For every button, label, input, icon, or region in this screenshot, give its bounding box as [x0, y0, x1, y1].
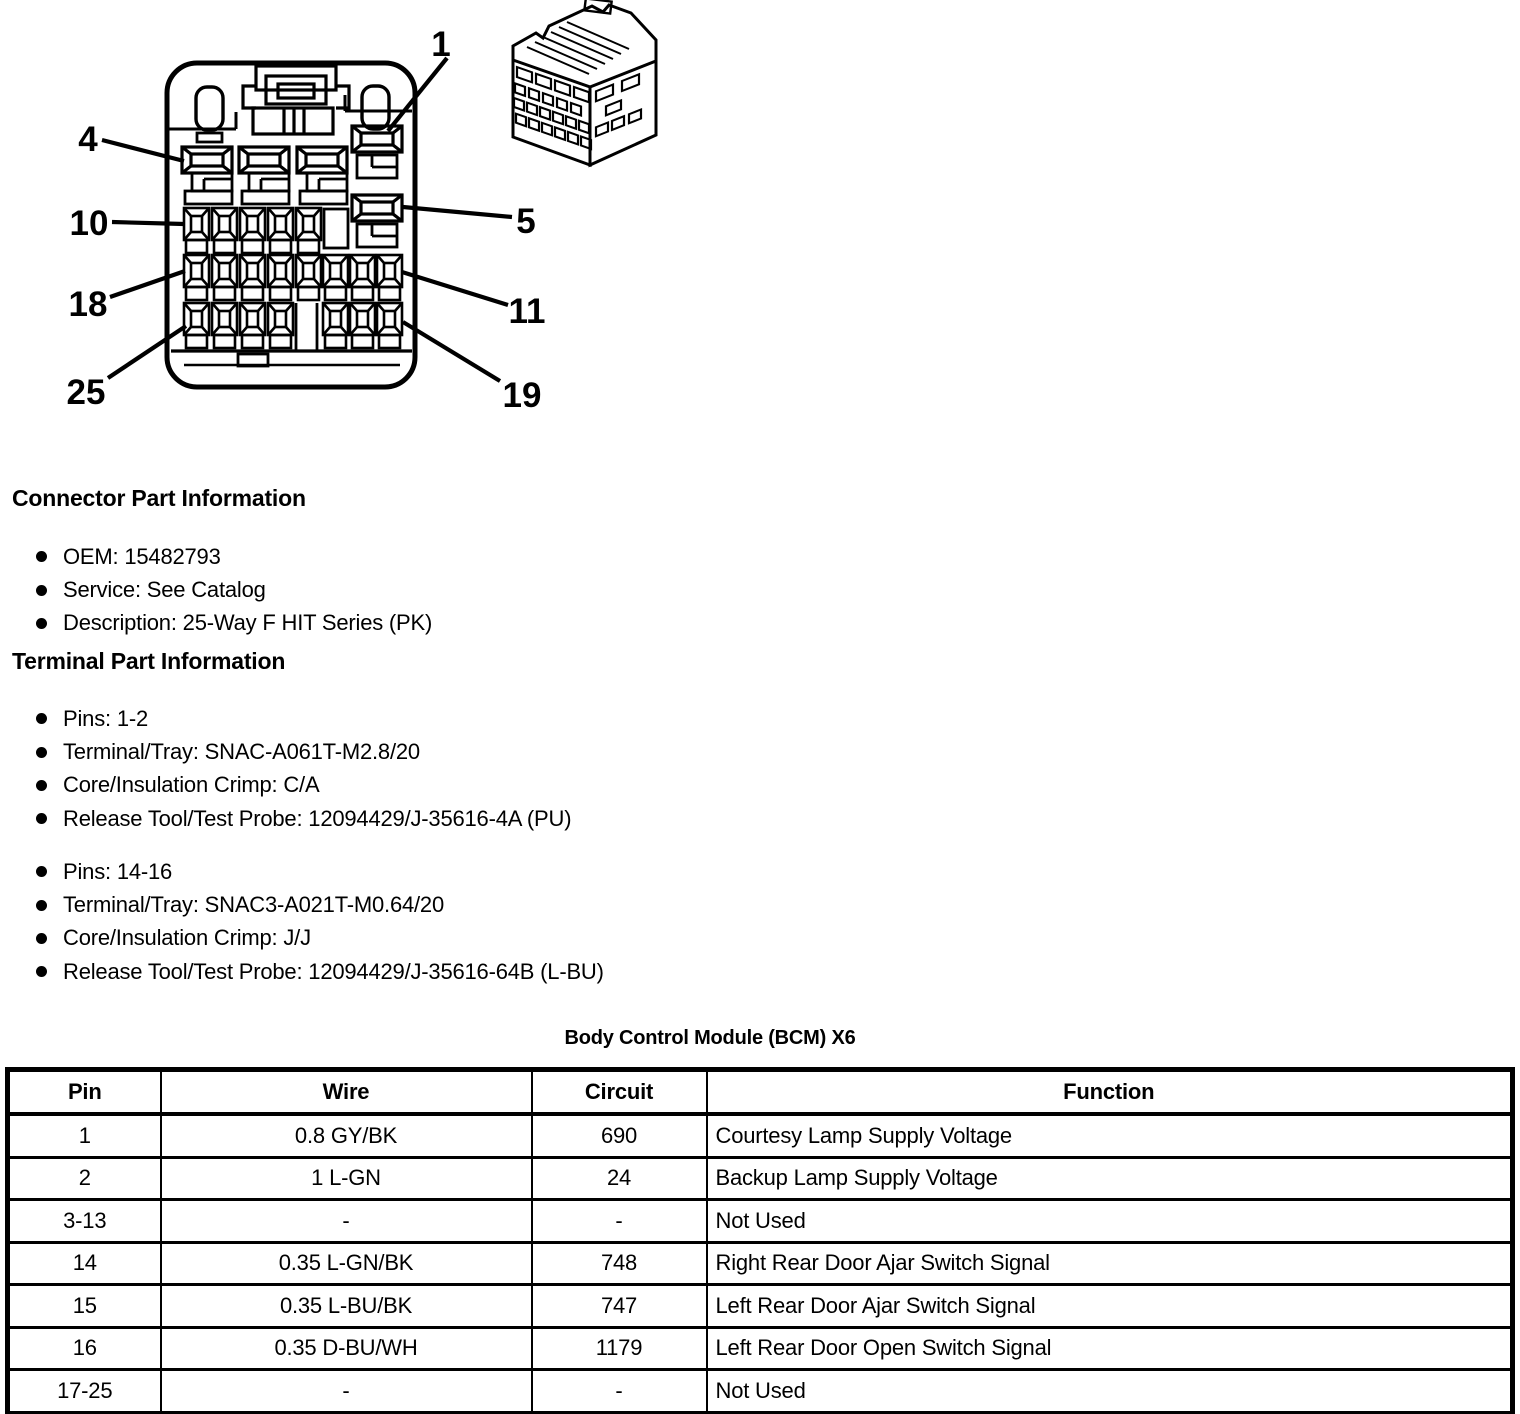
cell-pin: 15	[8, 1285, 161, 1328]
bullet-icon	[36, 585, 47, 596]
cell-wire: -	[161, 1370, 532, 1414]
bullet-icon	[36, 713, 47, 724]
cell-function: Right Rear Door Ajar Switch Signal	[707, 1242, 1513, 1285]
cell-wire: 0.35 L-GN/BK	[161, 1242, 532, 1285]
list-item	[36, 888, 604, 921]
cell-function: Courtesy Lamp Supply Voltage	[707, 1114, 1513, 1157]
cell-wire: 0.8 GY/BK	[161, 1114, 532, 1157]
list-item	[36, 607, 432, 640]
bullet-icon	[36, 618, 47, 629]
terminal-info-group-2	[36, 855, 604, 989]
callout-label-4: 4	[78, 120, 98, 159]
terminal-info-group-1	[36, 702, 571, 836]
bullet-icon	[36, 813, 47, 824]
terminal-part-info-heading: Terminal Part Information	[12, 648, 286, 674]
cell-pin: 17-25	[8, 1370, 161, 1414]
bullet-icon	[36, 747, 47, 758]
cell-function: Not Used	[707, 1200, 1513, 1243]
callout-label-10: 10	[69, 204, 109, 243]
list-item-text: Core/Insulation Crimp: J/J	[63, 925, 311, 951]
list-item-text: Description: 25-Way F HIT Series (PK)	[63, 610, 433, 636]
callout-label-25: 25	[66, 373, 106, 412]
cell-circuit: -	[532, 1370, 707, 1414]
list-item	[36, 769, 571, 802]
bullet-icon	[36, 900, 47, 911]
list-item-text: Core/Insulation Crimp: C/A	[63, 772, 320, 798]
col-header-wire: Wire	[161, 1070, 532, 1115]
table-header-row	[8, 1070, 1513, 1115]
table-title: Body Control Module (BCM) X6	[564, 1027, 856, 1049]
list-item	[36, 802, 571, 835]
bullet-icon	[36, 966, 47, 977]
cell-wire: 0.35 L-BU/BK	[161, 1285, 532, 1328]
connector-part-info-heading: Connector Part Information	[12, 485, 306, 511]
list-item	[36, 573, 432, 606]
cell-wire: 0.35 D-BU/WH	[161, 1327, 532, 1370]
col-header-pin: Pin	[8, 1070, 161, 1115]
table-row	[8, 1114, 1513, 1157]
cell-function: Backup Lamp Supply Voltage	[707, 1157, 1513, 1200]
callout-label-18: 18	[68, 285, 108, 324]
cell-wire: 1 L-GN	[161, 1157, 532, 1200]
cell-pin: 3-13	[8, 1200, 161, 1243]
list-item-text: Terminal/Tray: SNAC3-A021T-M0.64/20	[63, 892, 444, 918]
connector-iso-view	[513, 0, 656, 165]
callout-label-1: 1	[431, 25, 451, 64]
cell-function: Not Used	[707, 1370, 1513, 1414]
list-item-text: Service: See Catalog	[63, 577, 266, 603]
bullet-icon	[36, 933, 47, 944]
cell-circuit: 1179	[532, 1327, 707, 1370]
callout-label-5: 5	[516, 202, 536, 241]
list-item-text: Pins: 1-2	[63, 705, 149, 731]
list-item	[36, 735, 571, 768]
bullet-icon	[36, 551, 47, 562]
cell-circuit: 24	[532, 1157, 707, 1200]
list-item	[36, 922, 604, 955]
list-item-text: Terminal/Tray: SNAC-A061T-M2.8/20	[63, 739, 420, 765]
cell-function: Left Rear Door Open Switch Signal	[707, 1327, 1513, 1370]
table-row	[8, 1200, 1513, 1243]
cell-pin: 1	[8, 1114, 161, 1157]
cell-circuit: -	[532, 1200, 707, 1243]
table-row	[8, 1157, 1513, 1200]
table-row	[8, 1327, 1513, 1370]
list-item-text: Release Tool/Test Probe: 12094429/J-35616-64B (L-BU)	[63, 958, 604, 984]
list-item	[36, 540, 432, 573]
latch-detail	[243, 66, 349, 134]
table-row	[8, 1370, 1513, 1414]
connector-front-view	[167, 63, 415, 387]
cell-pin: 16	[8, 1327, 161, 1370]
list-item	[36, 702, 571, 735]
col-header-function: Function	[707, 1070, 1513, 1115]
list-item-text: OEM: 15482793	[63, 543, 221, 569]
callout-label-11: 11	[508, 292, 546, 331]
list-item	[36, 955, 604, 988]
callout-label-19: 19	[502, 376, 542, 415]
connector-part-info-list	[36, 540, 432, 640]
cell-circuit: 748	[532, 1242, 707, 1285]
table-row	[8, 1242, 1513, 1285]
table-row	[8, 1285, 1513, 1328]
list-item-text: Release Tool/Test Probe: 12094429/J-35616-4A (PU)	[63, 805, 572, 831]
pinout-table	[5, 1067, 1515, 1414]
cell-function: Left Rear Door Ajar Switch Signal	[707, 1285, 1513, 1328]
cell-circuit: 690	[532, 1114, 707, 1157]
cell-pin: 2	[8, 1157, 161, 1200]
col-header-circuit: Circuit	[532, 1070, 707, 1115]
connector-pinout-diagram	[0, 0, 700, 460]
list-item	[36, 855, 604, 888]
cell-pin: 14	[8, 1242, 161, 1285]
cell-circuit: 747	[532, 1285, 707, 1328]
bullet-icon	[36, 780, 47, 791]
list-item-text: Pins: 14-16	[63, 858, 173, 884]
cell-wire: -	[161, 1200, 532, 1243]
bullet-icon	[36, 866, 47, 877]
